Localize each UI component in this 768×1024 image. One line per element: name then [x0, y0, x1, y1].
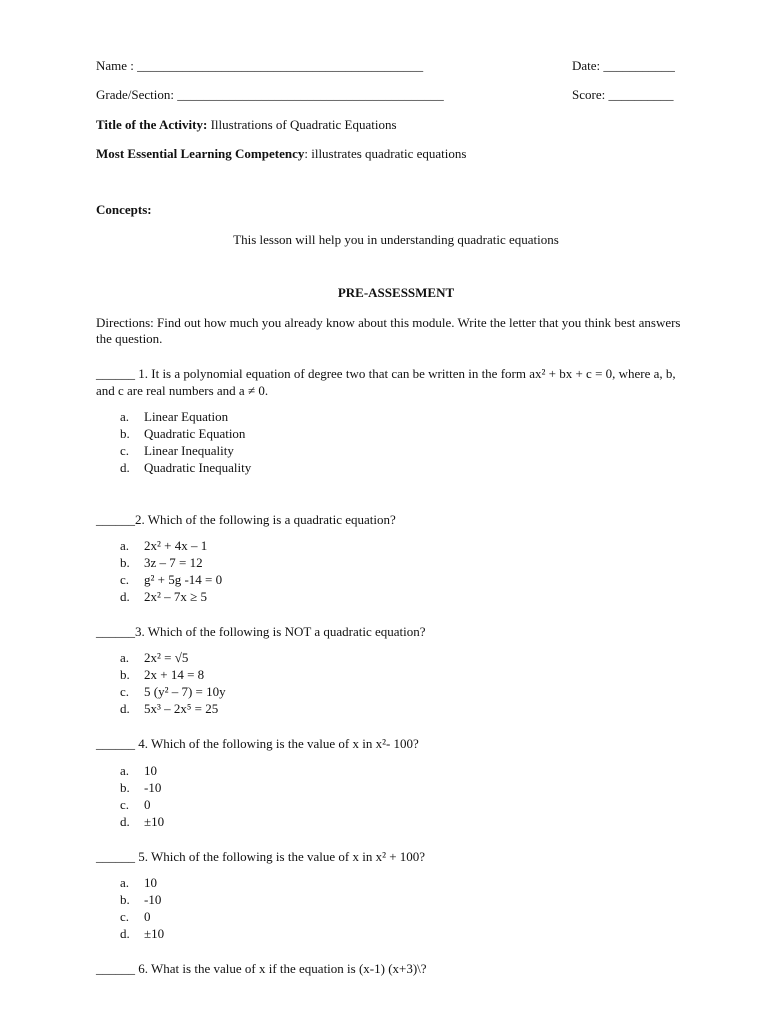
activity-title-line	[96, 117, 696, 133]
choice-2b	[120, 554, 696, 571]
choice-letter: c.	[120, 684, 130, 700]
choice-letter: a.	[120, 538, 130, 553]
question-6	[96, 961, 696, 977]
date-field: Date: ___________	[572, 58, 675, 73]
choice-text: g² + 5g -14 = 0	[144, 572, 223, 587]
choice-letter: b.	[120, 425, 130, 441]
choice-1c	[120, 442, 696, 459]
choice-text: 10	[144, 874, 157, 890]
choice-4d	[120, 813, 696, 830]
pre-assessment-heading: PRE-ASSESSMENT	[337, 284, 455, 300]
competency-value: : illustrates quadratic equations	[304, 145, 467, 161]
question-1-text: ______ 1. It is a polynomial equation of degree two that can be written in the form ax² + bx + c = 0, where a, b, and c are real numbers and a ≠ 0.	[96, 366, 676, 398]
choice-letter: a.	[120, 874, 130, 890]
choice-3c	[120, 683, 696, 700]
choice-letter: b.	[120, 891, 130, 907]
choice-letter: a.	[120, 762, 130, 778]
choice-1a	[120, 408, 696, 425]
choice-text: -10	[144, 891, 162, 907]
question-2	[96, 512, 696, 605]
question-4-text: ______ 4. Which of the following is the value of x in x²- 100?	[96, 736, 419, 752]
choice-letter: d.	[120, 459, 130, 475]
activity-title-label: Title of the Activity:	[96, 116, 208, 132]
choice-letter: c.	[120, 442, 130, 458]
question-5-choices	[96, 874, 696, 942]
choice-letter: d.	[120, 701, 130, 717]
question-6-text: ______ 6. What is the value of x if the equation is (x-1) (x+3)\?	[96, 960, 427, 976]
choice-text: Quadratic Inequality	[144, 459, 252, 475]
choice-2d	[120, 588, 696, 605]
choice-4b	[120, 779, 696, 796]
choice-letter: c.	[120, 572, 130, 587]
choice-letter: c.	[120, 908, 130, 924]
choice-3a	[120, 649, 696, 666]
name-date-row	[96, 58, 696, 74]
choice-letter: c.	[120, 796, 130, 812]
choice-5d	[120, 925, 696, 942]
choice-text: -10	[144, 779, 162, 795]
choice-text: 0	[144, 908, 151, 924]
question-5	[96, 849, 696, 942]
choice-text: 5x³ – 2x⁵ = 25	[144, 701, 219, 717]
score-field: Score: __________	[572, 87, 674, 103]
concepts-heading: Concepts:	[96, 202, 152, 217]
choice-1d	[120, 459, 696, 476]
choice-text: 3z – 7 = 12	[144, 555, 203, 570]
choice-4c	[120, 796, 696, 813]
question-2-choices	[96, 537, 696, 605]
choice-text: 10	[144, 762, 157, 778]
question-3-choices	[96, 649, 696, 717]
competency-label: Most Essential Learning Competency	[96, 145, 305, 161]
question-3-text: ______3. Which of the following is NOT a quadratic equation?	[96, 624, 426, 639]
question-1-choices	[96, 408, 696, 476]
name-field: Name : ____________________________________________	[96, 58, 424, 73]
choice-text: 2x² + 4x – 1	[144, 538, 208, 553]
directions-text: Directions: Find out how much you already know about this module. Write the letter that you think best answers the question.	[96, 314, 681, 346]
choice-letter: a.	[120, 650, 130, 666]
choice-letter: d.	[120, 925, 130, 941]
grade-score-row	[96, 87, 696, 103]
choice-text: 0	[144, 796, 151, 812]
choice-text: 2x² – 7x ≥ 5	[144, 589, 208, 604]
choice-letter: b.	[120, 555, 130, 570]
question-4	[96, 736, 696, 829]
choice-1b	[120, 425, 696, 442]
choice-5a	[120, 874, 696, 891]
grade-section-field: Grade/Section: _________________________________________	[96, 87, 444, 103]
choice-text: ±10	[144, 813, 165, 829]
question-5-text: ______ 5. Which of the following is the value of x in x² + 100?	[96, 848, 426, 864]
question-3	[96, 624, 696, 717]
choice-text: 2x² = √5	[144, 650, 189, 666]
question-2-text: ______2. Which of the following is a quadratic equation?	[96, 511, 396, 527]
choice-5c	[120, 908, 696, 925]
question-1	[96, 366, 696, 476]
choice-3d	[120, 700, 696, 717]
activity-title-value: Illustrations of Quadratic Equations	[207, 116, 397, 132]
choice-text: 5 (y² – 7) = 10y	[144, 684, 226, 700]
competency-line	[96, 146, 696, 162]
choice-text: Quadratic Equation	[144, 425, 246, 441]
choice-text: Linear Inequality	[144, 442, 234, 458]
choice-letter: d.	[120, 813, 130, 829]
choice-2a	[120, 537, 696, 554]
choice-2c	[120, 571, 696, 588]
choice-letter: d.	[120, 589, 130, 604]
choice-letter: b.	[120, 667, 130, 683]
choice-text: ±10	[144, 925, 165, 941]
choice-text: 2x + 14 = 8	[144, 667, 205, 683]
question-4-choices	[96, 762, 696, 830]
choice-4a	[120, 762, 696, 779]
choice-text: Linear Equation	[144, 408, 229, 424]
choice-5b	[120, 891, 696, 908]
concepts-text: This lesson will help you in understanding quadratic equations	[233, 232, 559, 248]
choice-3b	[120, 666, 696, 683]
choice-letter: a.	[120, 408, 130, 424]
choice-letter: b.	[120, 779, 130, 795]
